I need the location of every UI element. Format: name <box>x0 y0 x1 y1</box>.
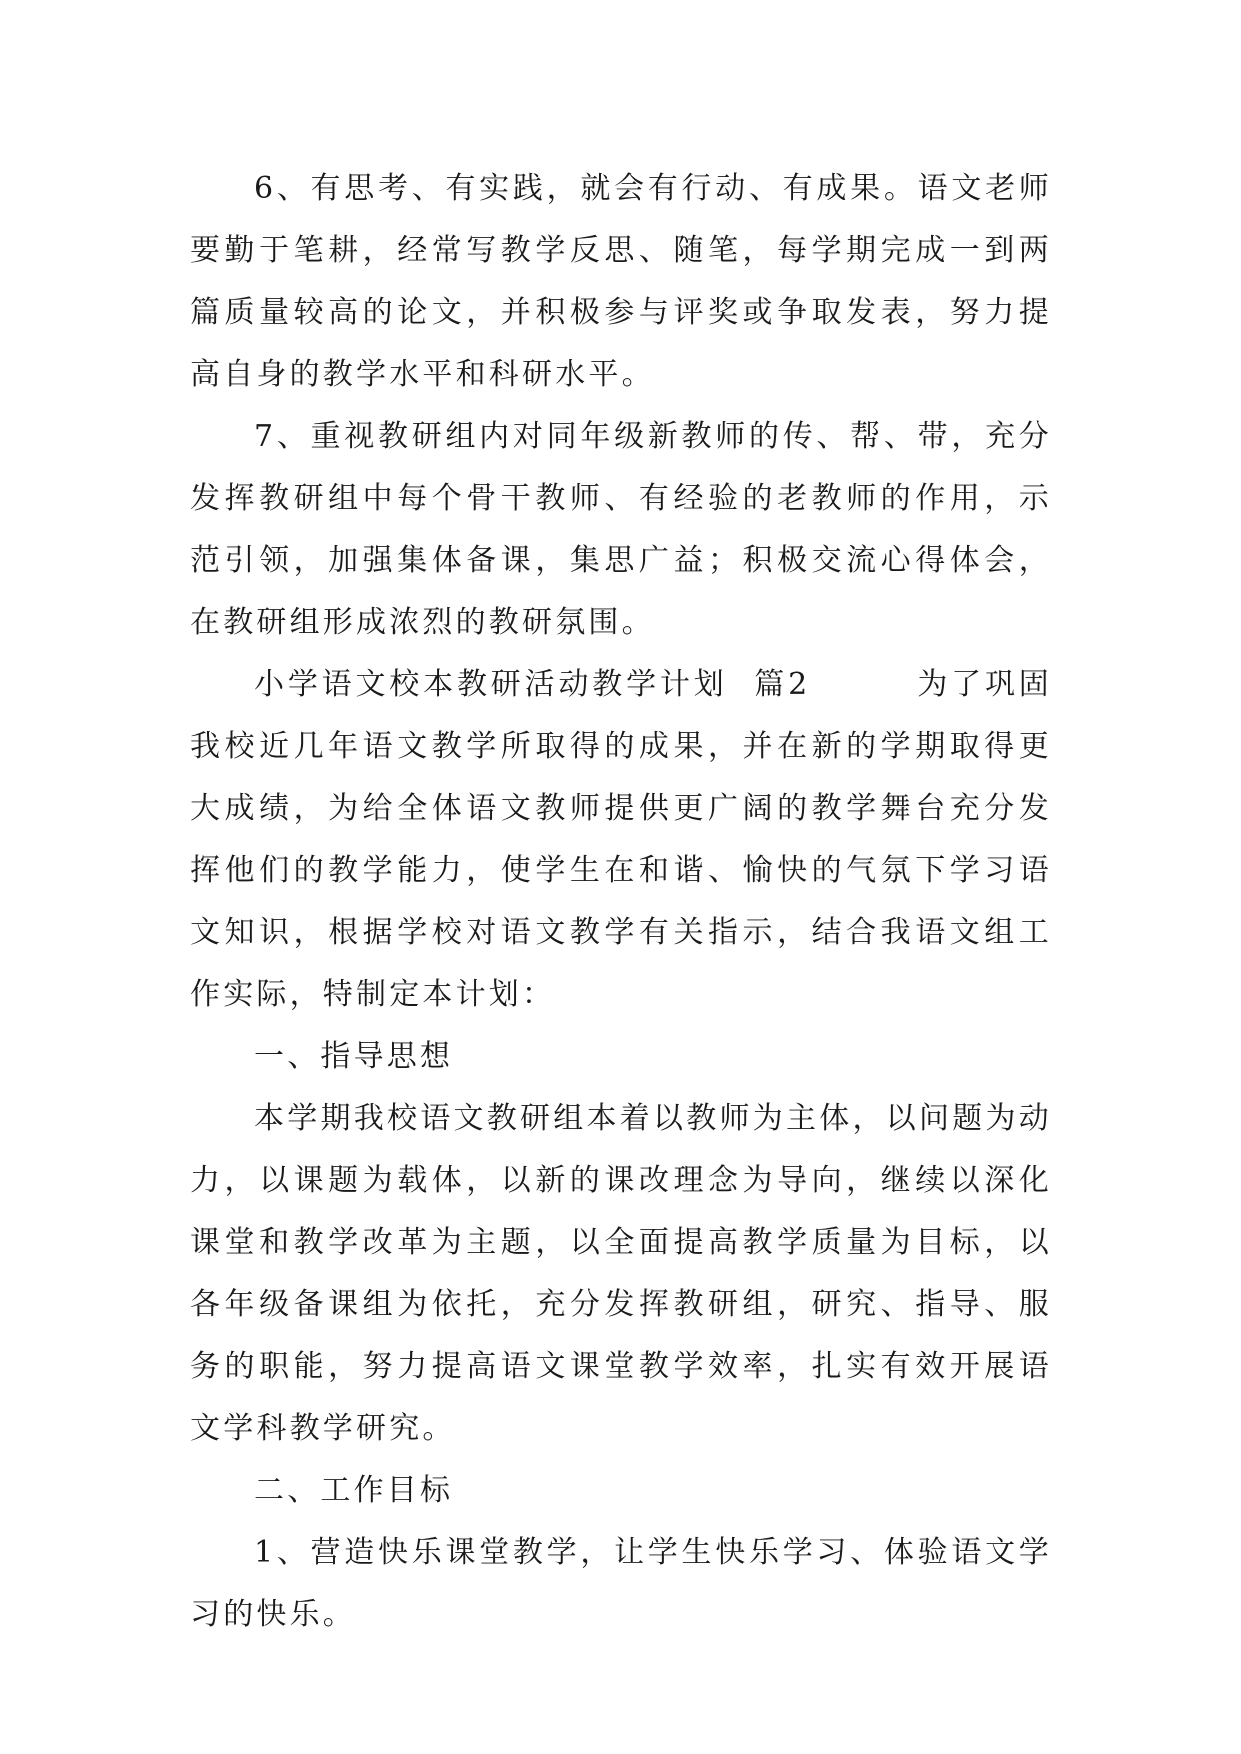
section-heading-work-goals: 二、工作目标 <box>254 1473 454 1508</box>
paragraph-item-7: 7、重视教研组内对同年级新教师的传、帮、带，充分发挥教研组中每个骨干教师、有经验的老教师的作用，示范引领，加强集体备课，集思广益；积极交流心得体会，在教研组形成浓烈的教研氛围。 <box>190 419 1052 640</box>
section-heading-guiding-ideology: 一、指导思想 <box>254 1039 454 1074</box>
paragraph-goal-1: 1、营造快乐课堂教学，让学生快乐学习、体验语文学习的快乐。 <box>190 1535 1052 1632</box>
paragraph-item-6: 6、有思考、有实践，就会有行动、有成果。语文老师要勤于笔耕，经常写教学反思、随笔，每学期完成一到两篇质量较高的论文，并积极参与评奖或争取发表，努力提高自身的教学水平和科研水平。 <box>190 171 1052 392</box>
paragraph-plan-intro: 小学语文校本教研活动教学计划 篇2 为了巩固我校近几年语文教学所取得的成果，并在新的学期取得更大成绩，为给全体语文教师提供更广阔的教学舞台充分发挥他们的教学能力，使学生在和谐、愉快的气氛下学习语文知识，根据学校对语文教学有关指示，结合我语文组工作实际，特制定本计划： <box>190 667 1052 1012</box>
document-body <box>190 158 1052 1646</box>
paragraph-guiding-ideology: 本学期我校语文教研组本着以教师为主体，以问题为动力，以课题为载体，以新的课改理念为导向，继续以深化课堂和教学改革为主题，以全面提高教学质量为目标，以各年级备课组为依托，充分发挥教研组，研究、指导、服务的职能，努力提高语文课堂教学效率，扎实有效开展语文学科教学研究。 <box>190 1101 1052 1446</box>
